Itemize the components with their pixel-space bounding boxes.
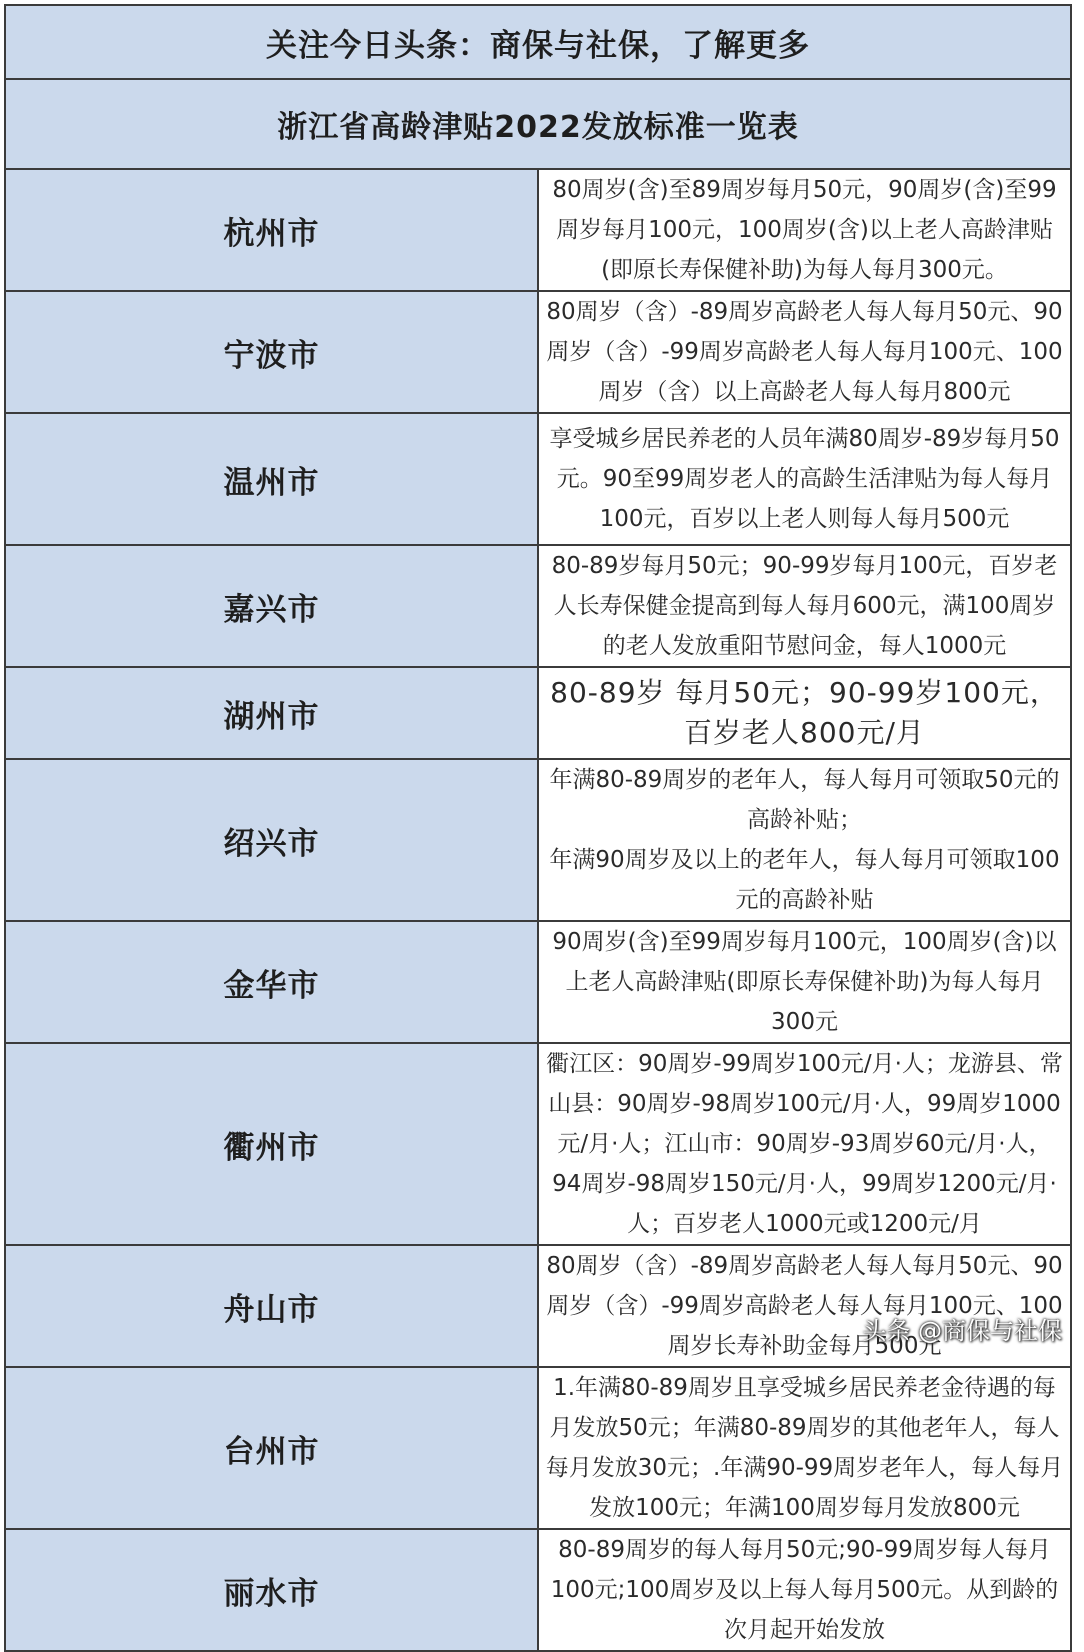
city-cell: 绍兴市 (5, 759, 538, 921)
table-row (5, 1043, 1071, 1245)
policy-cell: 80-89岁每月50元；90-99岁每月100元，百岁老人长寿保健金提高到每人每月600元，满100周岁的老人发放重阳节慰问金，每人1000元 (538, 545, 1071, 667)
city-cell: 宁波市 (5, 291, 538, 413)
policy-cell: 衢江区：90周岁-99周岁100元/月·人；龙游县、常山县：90周岁-98周岁100元/月·人，99周岁1000元/月·人；江山市：90周岁-93周岁60元/月·人，94周岁-98周岁150元/月·人，99周岁1200元/月·人；百岁老人1000元或1200元/月 (538, 1043, 1071, 1245)
policy-cell: 80周岁（含）-89周岁高龄老人每人每月50元、90周岁（含）-99周岁高龄老人每人每月100元、100周岁（含）以上高龄老人每人每月800元 (538, 291, 1071, 413)
table-row (5, 1367, 1071, 1529)
city-cell: 嘉兴市 (5, 545, 538, 667)
table-title: 浙江省高龄津贴2022发放标准一览表 (5, 79, 1071, 169)
policy-cell: 90周岁(含)至99周岁每月100元，100周岁(含)以上老人高龄津贴(即原长寿保健补助)为每人每月300元 (538, 921, 1071, 1043)
policy-cell: 80周岁(含)至89周岁每月50元，90周岁(含)至99周岁每月100元，100周岁(含)以上老人高龄津贴(即原长寿保健补助)为每人每月300元。 (538, 169, 1071, 291)
policy-line: 年满80-89周岁的老年人，每人每月可领取50元的高龄补贴； (549, 767, 1060, 833)
city-cell: 舟山市 (5, 1245, 538, 1367)
banner-row (5, 5, 1071, 79)
policy-line: 年满90周岁及以上的老年人，每人每月可领取100元的高龄补贴 (549, 847, 1060, 913)
city-cell: 金华市 (5, 921, 538, 1043)
city-cell: 杭州市 (5, 169, 538, 291)
table-row (5, 1529, 1071, 1651)
table-row (5, 545, 1071, 667)
table-row (5, 169, 1071, 291)
policy-cell: 80-89岁 每月50元；90-99岁100元，百岁老人800元/月 (538, 667, 1071, 759)
table-row (5, 667, 1071, 759)
banner-text: 关注今日头条：商保与社保，了解更多 (5, 5, 1071, 79)
subsidy-table (4, 4, 1072, 1652)
city-cell: 台州市 (5, 1367, 538, 1529)
watermark: 头条 @商保与社保 (862, 1317, 1062, 1345)
city-cell: 丽水市 (5, 1529, 538, 1651)
policy-cell (538, 759, 1071, 921)
policy-cell: 80-89周岁的每人每月50元;90-99周岁每人每月100元;100周岁及以上每人每月500元。从到龄的次月起开始发放 (538, 1529, 1071, 1651)
policy-cell: 享受城乡居民养老的人员年满80周岁-89岁每月50元。90至99周岁老人的高龄生活津贴为每人每月100元，百岁以上老人则每人每月500元 (538, 413, 1071, 545)
title-row (5, 79, 1071, 169)
table-row (5, 291, 1071, 413)
table-row (5, 921, 1071, 1043)
city-cell: 温州市 (5, 413, 538, 545)
policy-cell: 1.年满80-89周岁且享受城乡居民养老金待遇的每月发放50元；年满80-89周岁的其他老年人，每人每月发放30元；.年满90-99周岁老年人，每人每月发放100元；年满100周岁每月发放800元 (538, 1367, 1071, 1529)
table-row (5, 413, 1071, 545)
city-cell: 衢州市 (5, 1043, 538, 1245)
table-row (5, 759, 1071, 921)
city-cell: 湖州市 (5, 667, 538, 759)
table-row (5, 1245, 1071, 1367)
policy-cell: 80周岁（含）-89周岁高龄老人每人每月50元、90周岁（含）-99周岁高龄老人每人每月100元、100周岁长寿补助金每月500元 (538, 1245, 1071, 1367)
